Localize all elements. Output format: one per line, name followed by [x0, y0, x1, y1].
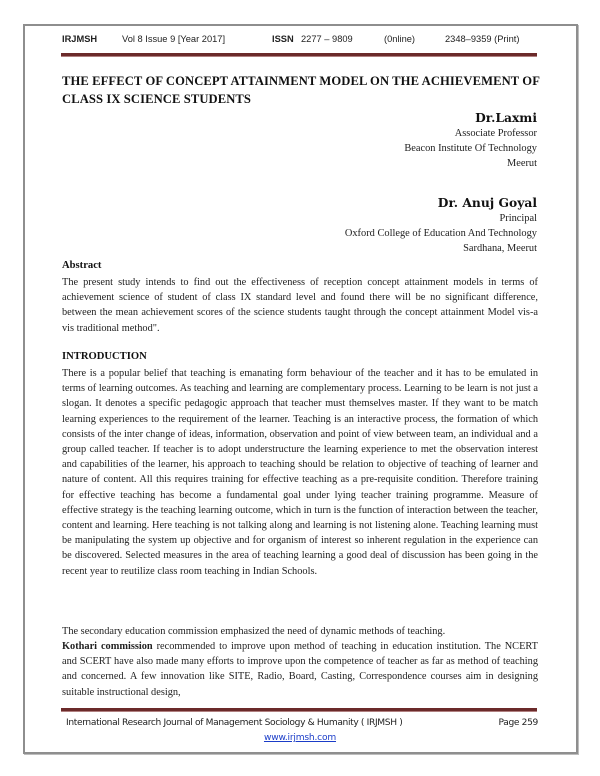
kothari-paragraph: [62, 639, 538, 700]
article-title: THE EFFECT OF CONCEPT ATTAINMENT MODEL ON THE ACHIEVEMENT OF CLASS IX SCIENCE STUDENTS: [62, 74, 540, 106]
journal-website-link[interactable]: www.irjmsh.com: [263, 733, 337, 743]
abstract-text: The present study intends to find out the effectiveness of reception concept attainment models in terms of achievement science of student of class IX standard level and found there will be no significant difference, between the mean achievement scores of the science students taught through the concept attainment Model vis-a vis traditional method".: [62, 277, 538, 334]
issn-online: 2277 – 9809: [301, 34, 353, 44]
author-name: Dr.Laxmi: [475, 110, 537, 125]
volume-issue: Vol 8 Issue 9 [Year 2017]: [122, 34, 226, 44]
header-rule: [61, 53, 537, 57]
author-affiliation-line: Sardhana, Meerut: [463, 243, 537, 254]
journal-full-name: International Research Journal of Management Sociology & Humanity ( IRJMSH ): [66, 718, 403, 728]
journal-abbreviation: IRJMSH: [62, 34, 98, 44]
abstract-heading: Abstract: [62, 260, 102, 271]
introduction-paragraph: There is a popular belief that teaching is emanating form behaviour of the teacher and it has to be emulated in terms of learning outcomes. As teaching and learning are complementary process. Learning to be learn is not just a slogan. It denotes a specific pedagogic approach that teacher must themselves master. If they want to be match learning experiences to the requirement of the learner. Teaching is an interactive process, the formation of which consists of the inter change of ideas, information, observation and point of view between team, an individual and a group called teacher. If teacher is to adopt understructure the learning experience to met the observation interest and capabilities of the learner, his approach to teaching should be relation to objective of teaching of learner and nature of content. All this requires training for effective teaching as a pre-requisite condition. Therefore training for effective teaching has become a fundamental goal under lying teacher training programme. Measure of effective strategy is the teaching learning outcome, which in turn is the function of interaction between the teacher, content and learning. Here teaching is not talking along and learning is not listening alone. Teaching learning must be manipulating the system up objective and for organism of interest so inherent regulation in the experience can be discovered. Selected measures in the area of teaching learning a good deal of discussion has been going in the recent year to reutilize class room teaching in Indian Schools.: [62, 368, 538, 577]
author-affiliation-line: Principal: [499, 213, 537, 224]
kothari-commission-bold: Kothari commission: [62, 641, 153, 652]
author-affiliation-line: Beacon Institute Of Technology: [404, 143, 537, 154]
issn-label: ISSN: [272, 34, 294, 44]
footer-rule: [61, 708, 537, 712]
introduction-heading: INTRODUCTION: [62, 351, 147, 362]
author-affiliation-line: Meerut: [506, 158, 537, 169]
kothari-paragraph-text: recommended to improve upon method of teaching in education institution. The NCERT and SCERT have also made many efforts to improve upon the competence of teacher as far as method of teaching and concerned. A few innovation like SITE, Radio, Board, Casting, Correspondence courses aim in designing suitable instructional design,: [62, 641, 538, 698]
author-block-2: [345, 194, 537, 256]
page-number: Page 259: [498, 718, 538, 728]
author-name: Dr. Anuj Goyal: [437, 195, 537, 210]
author-block-1: [404, 109, 537, 171]
running-header: [62, 34, 536, 48]
introduction-closing-line: The secondary education commission emphasized the need of dynamic methods of teaching.: [62, 626, 446, 637]
author-affiliation-line: Associate Professor: [454, 128, 537, 139]
author-affiliation-line: Oxford College of Education And Technology: [344, 228, 537, 239]
online-label: (0nline): [384, 34, 416, 44]
issn-print: 2348–9359 (Print): [445, 34, 520, 44]
